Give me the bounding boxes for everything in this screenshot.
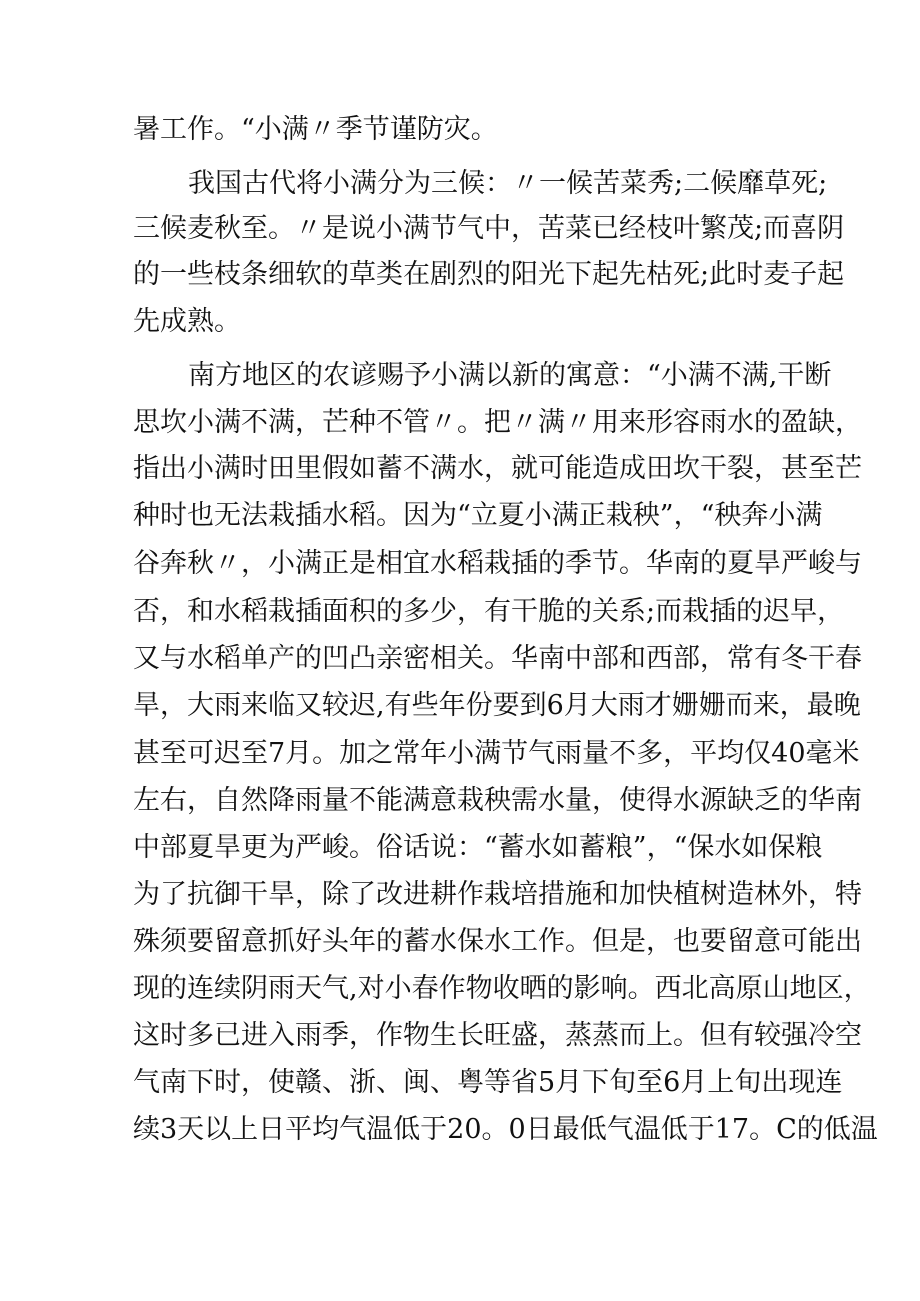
text-line: 现的连续阴雨天气,对小春作物收晒的影响。西北高原山地区， xyxy=(133,973,871,1004)
text-line: 气南下时，使赣、浙、闽、粤等省5月下旬至6月上旬出现连 xyxy=(133,1067,843,1098)
text-line: 谷奔秋〃，小满正是相宜水稻栽插的季节。华南的夏旱严峻与 xyxy=(133,548,862,579)
text-line: 中部夏旱更为严峻。俗话说：“蓄水如蓄粮”，“保水如保粮 xyxy=(133,832,823,863)
text-line: 殊须要留意抓好头年的蓄水保水工作。但是，也要留意可能出 xyxy=(133,926,862,957)
text-line: 又与水稻单产的凹凸亲密相关。华南中部和西部，常有冬干春 xyxy=(133,643,862,674)
text-line: 旱，大雨来临又较迟,有些年份要到6月大雨才姗姗而来，最晚 xyxy=(133,690,861,721)
text-line: 思坎小满不满，芒种不管〃。把〃满〃用来形容雨水的盈缺， xyxy=(133,407,862,438)
text-line: 这时多已进入雨季，作物生长旺盛，蒸蒸而上。但有较强冷空 xyxy=(133,1020,862,1051)
text-line: 先成熟。 xyxy=(133,306,241,337)
text-line: 指出小满时田里假如蓄不满水，就可能造成田坎干裂，甚至芒 xyxy=(133,453,862,484)
text-line: 为了抗御干旱，除了改进耕作栽培措施和加快植树造林外，特 xyxy=(133,879,862,910)
paragraph-start-line: 南方地区的农谚赐予小满以新的寓意：“小满不满,干断 xyxy=(188,360,832,391)
text-line: 甚至可迟至7月。加之常年小满节气雨量不多，平均仅40毫米 xyxy=(133,738,860,769)
text-line: 暑工作。“小满〃季节谨防灾。 xyxy=(133,114,498,145)
text-line: 否，和水稻栽插面积的多少，有干脆的关系;而栽插的迟早， xyxy=(133,596,845,627)
text-line: 种时也无法栽插水稻。因为“立夏小满正栽秧”，“秧奔小满 xyxy=(133,500,823,531)
paragraph-start-line: 我国古代将小满分为三候：〃一候苦菜秀;二候靡草死; xyxy=(188,168,828,199)
text-line: 的一些枝条细软的草类在剧烈的阳光下起先枯死;此时麦子起 xyxy=(133,259,845,290)
text-line: 续3天以上日平均气温低于20。0日最低气温低于17。C的低温 xyxy=(133,1114,878,1145)
text-line: 三候麦秋至。〃是说小满节气中，苦菜已经枝叶繁茂;而喜阴 xyxy=(133,213,845,244)
text-line: 左右，自然降雨量不能满意栽秧需水量，使得水源缺乏的华南 xyxy=(133,785,862,816)
